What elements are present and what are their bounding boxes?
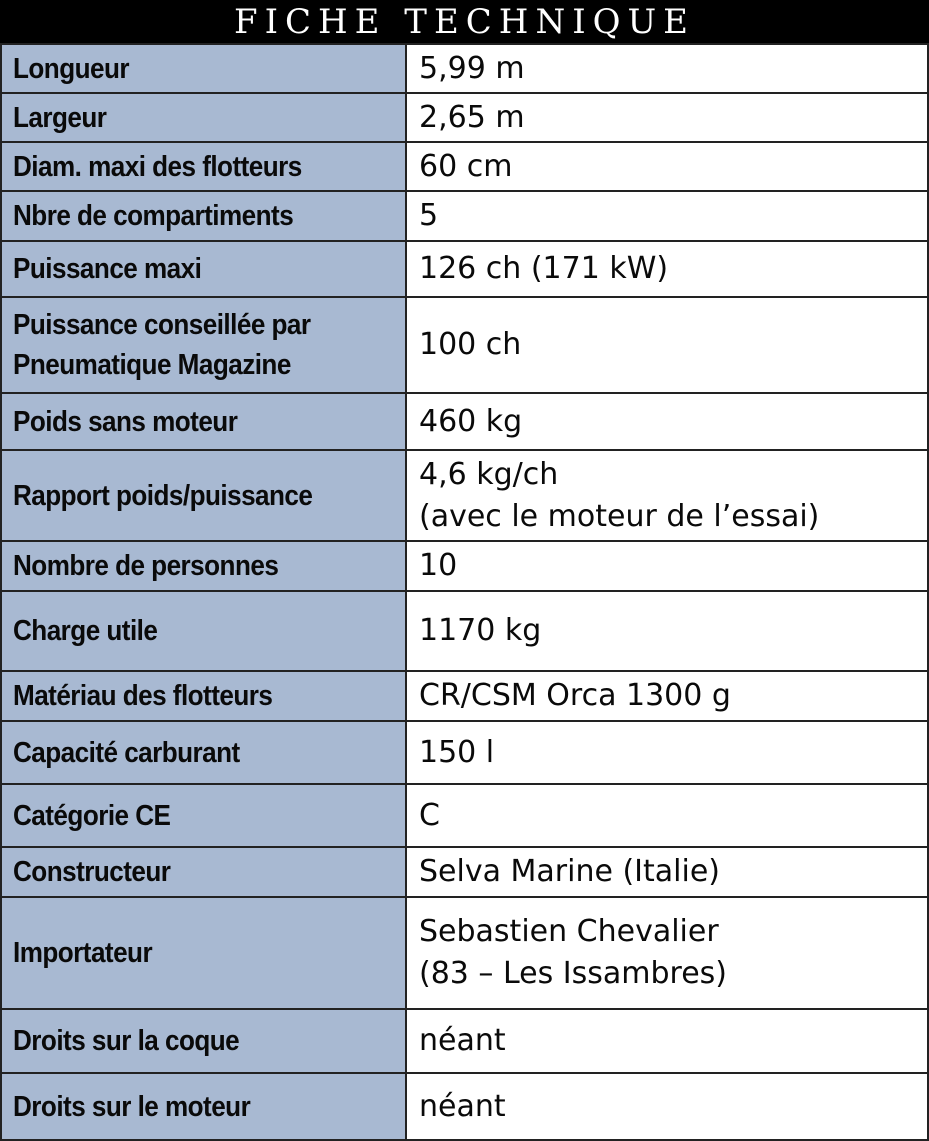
row-value: 126 ch (171 kW)	[406, 241, 928, 297]
sheet-title: FICHE TECHNIQUE	[0, 0, 929, 43]
spec-table	[0, 43, 929, 1141]
row-value: 5,99 m	[406, 44, 928, 93]
table-row	[1, 297, 928, 393]
table-row	[1, 191, 928, 241]
table-row	[1, 541, 928, 591]
row-value: Selva Marine (Italie)	[406, 847, 928, 897]
row-label: Longueur	[1, 44, 406, 93]
row-label: Capacité carburant	[1, 721, 406, 784]
row-label: Charge utile	[1, 591, 406, 671]
row-label: Diam. maxi des flotteurs	[1, 142, 406, 191]
table-row	[1, 393, 928, 450]
row-label: Poids sans moteur	[1, 393, 406, 450]
row-label: Nbre de compartiments	[1, 191, 406, 241]
row-label: Droits sur le moteur	[1, 1073, 406, 1140]
row-label: Largeur	[1, 93, 406, 142]
row-value: CR/CSM Orca 1300 g	[406, 671, 928, 721]
table-row	[1, 671, 928, 721]
row-label: Rapport poids/puissance	[1, 450, 406, 541]
row-value: 460 kg	[406, 393, 928, 450]
table-row	[1, 847, 928, 897]
row-label: Droits sur la coque	[1, 1009, 406, 1073]
row-value: 5	[406, 191, 928, 241]
table-row	[1, 241, 928, 297]
table-row	[1, 1073, 928, 1140]
row-value: 1170 kg	[406, 591, 928, 671]
table-row	[1, 93, 928, 142]
row-label: Puissance conseillée par Pneumatique Magazine	[1, 297, 406, 393]
row-value: 150 l	[406, 721, 928, 784]
row-label: Catégorie CE	[1, 784, 406, 847]
row-value: 60 cm	[406, 142, 928, 191]
table-row	[1, 721, 928, 784]
table-row	[1, 784, 928, 847]
row-label: Importateur	[1, 897, 406, 1009]
table-row	[1, 1009, 928, 1073]
row-value: néant	[406, 1073, 928, 1140]
row-label: Constructeur	[1, 847, 406, 897]
table-row	[1, 591, 928, 671]
row-value: Sebastien Chevalier (83 – Les Issambres)	[406, 897, 928, 1009]
row-value: 2,65 m	[406, 93, 928, 142]
row-label: Nombre de personnes	[1, 541, 406, 591]
table-row	[1, 142, 928, 191]
table-row	[1, 897, 928, 1009]
row-value: 10	[406, 541, 928, 591]
row-value: C	[406, 784, 928, 847]
table-row	[1, 44, 928, 93]
row-value: 4,6 kg/ch (avec le moteur de l’essai)	[406, 450, 928, 541]
row-label: Matériau des flotteurs	[1, 671, 406, 721]
row-value: 100 ch	[406, 297, 928, 393]
row-value: néant	[406, 1009, 928, 1073]
table-row	[1, 450, 928, 541]
row-label: Puissance maxi	[1, 241, 406, 297]
